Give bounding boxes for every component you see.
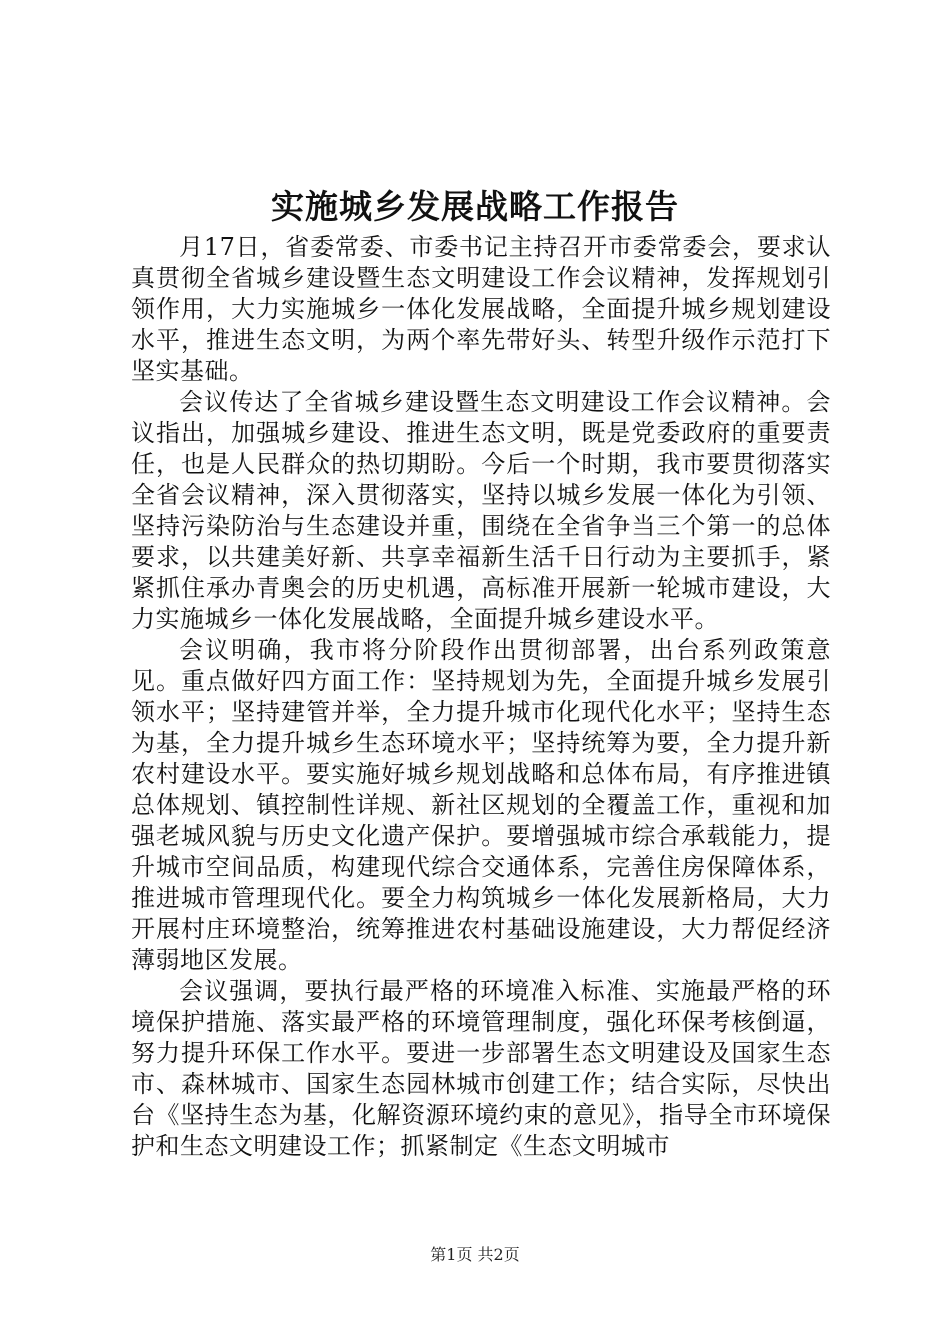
paragraph-2: 会议传达了全省城乡建设暨生态文明建设工作会议精神。会议指出，加强城乡建设、推进生态文明，既是党委政府的重要责任，也是人民群众的热切期盼。今后一个时期，我市要贯彻落实全省会议精神，深入贯彻落实，坚持以城乡发展一体化为引领、坚持污染防治与生态建设并重，围绕在全省争当三个第一的总体要求，以共建美好新、共享幸福新生活千日行动为主要抓手，紧紧抓住承办青奥会的历史机遇，高标准开展新一轮城市建设，大力实施城乡一体化发展战略，全面提升城乡建设水平。 — [131, 388, 831, 633]
page-number-footer: 第1页 共2页 — [430, 1245, 520, 1264]
document-body — [131, 232, 831, 1162]
paragraph-3: 会议明确，我市将分阶段作出贯彻部署，出台系列政策意见。重点做好四方面工作：坚持规划为先，全面提升城乡发展引领水平；坚持建管并举，全力提升城市化现代化水平；坚持生态为基，全力提升城乡生态环境水平；坚持统筹为要，全力提升新农村建设水平。要实施好城乡规划战略和总体布局，有序推进镇总体规划、镇控制性详规、新社区规划的全覆盖工作，重视和加强老城风貌与历史文化遗产保护。要增强城市综合承载能力，提升城市空间品质，构建现代综合交通体系，完善住房保障体系，推进城市管理现代化。要全力构筑城乡一体化发展新格局，大力开展村庄环境整治，统筹推进农村基础设施建设，大力帮促经济薄弱地区发展。 — [131, 636, 831, 974]
paragraph-1: 月17日，省委常委、市委书记主持召开市委常委会，要求认真贯彻全省城乡建设暨生态文明建设工作会议精神，发挥规划引领作用，大力实施城乡一体化发展战略，全面提升城乡规划建设水平，推进生态文明，为两个率先带好头、转型升级作示范打下坚实基础。 — [131, 233, 831, 385]
document-title: 实施城乡发展战略工作报告 — [271, 187, 679, 226]
paragraph-4: 会议强调，要执行最严格的环境准入标准、实施最严格的环境保护措施、落实最严格的环境管理制度，强化环保考核倒逼，努力提升环保工作水平。要进一步部署生态文明建设及国家生态市、森林城市、国家生态园林城市创建工作；结合实际，尽快出台《坚持生态为基，化解资源环境约束的意见》，指导全市环境保护和生态文明建设工作；抓紧制定《生态文明城市 — [131, 977, 831, 1160]
